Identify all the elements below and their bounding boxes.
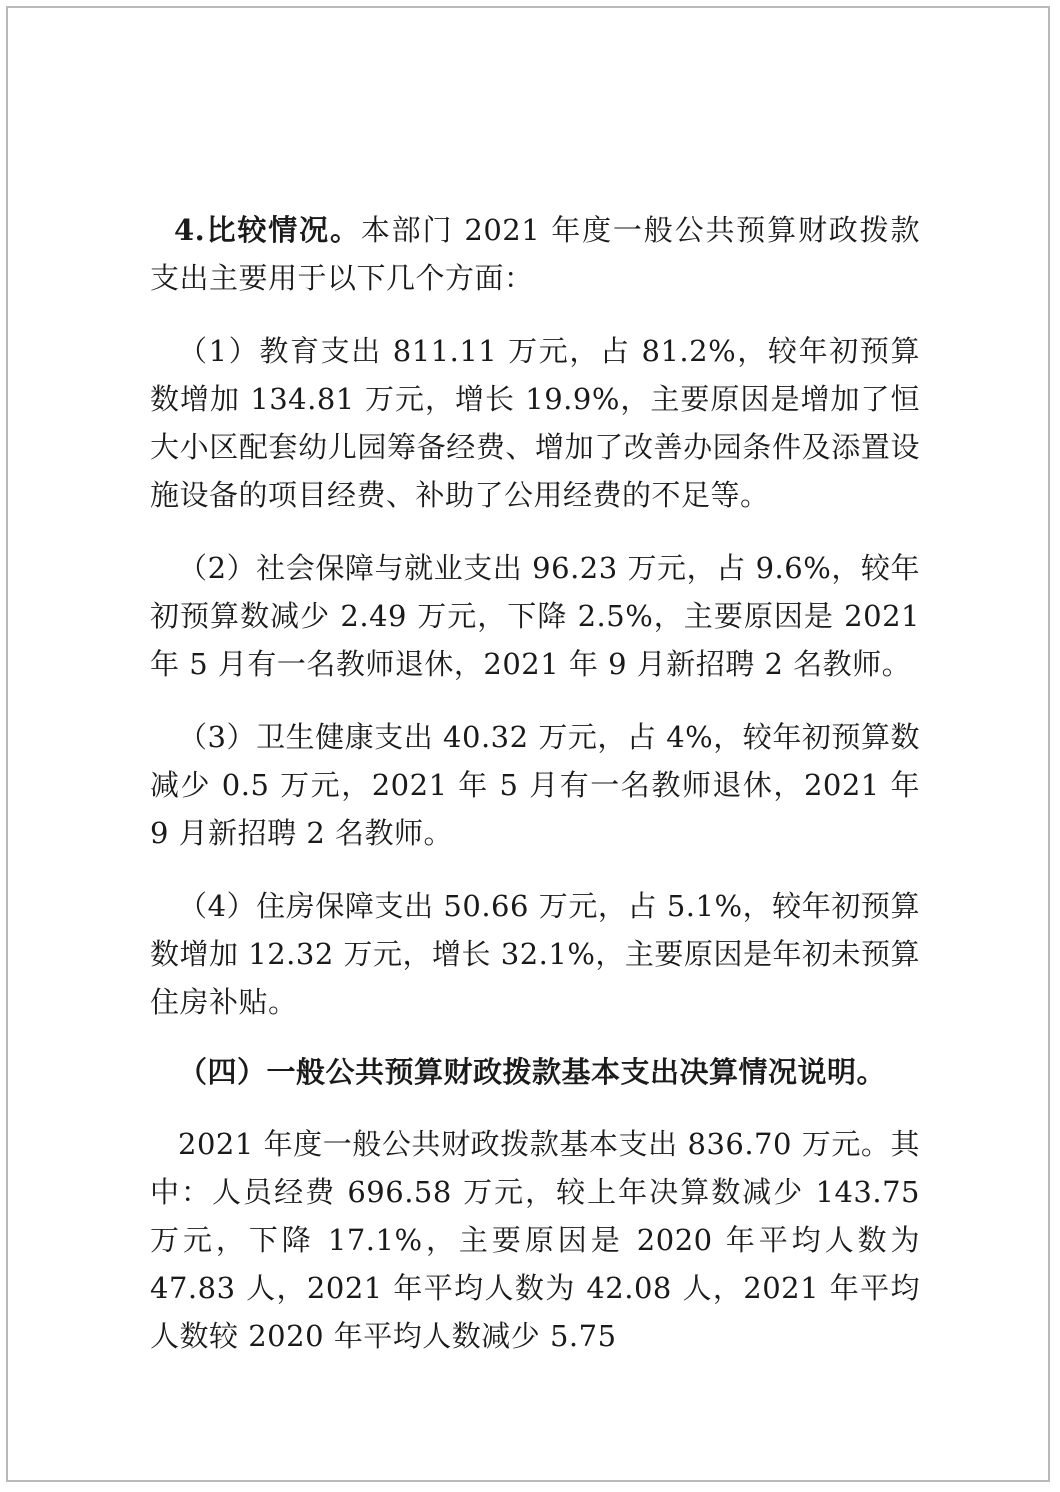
comparison-label: 4.比较情况。 <box>174 213 361 247</box>
basic-expense-paragraph: 2021 年度一般公共财政拨款基本支出 836.70 万元。其中：人员经费 696.58 万元，较上年决算数减少 143.75 万元，下降 17.1%，主要原因是 2020 年平均人数为 47.83 人，2021 年平均人数为 42.08 人，2021 年平均人数较 2020 年平均人数减少 5.75 <box>150 1127 920 1353</box>
housing-expense-paragraph: （4）住房保障支出 50.66 万元，占 5.1%，较年初预算数增加 12.32 万元，增长 32.1%，主要原因是年初未预算住房补贴。 <box>150 889 920 1019</box>
comparison-text: 本部门 2021 年度一般公共预算财政拨款支出主要用于以下几个方面： <box>150 213 920 295</box>
document-body <box>150 206 920 1360</box>
social-security-expense-paragraph: （2）社会保障与就业支出 96.23 万元，占 9.6%，较年初预算数减少 2.49 万元，下降 2.5%，主要原因是 2021 年 5 月有一名教师退休，2021 年 9 月新招聘 2 名教师。 <box>150 551 920 681</box>
health-expense-paragraph: （3）卫生健康支出 40.32 万元，占 4%，较年初预算数减少 0.5 万元，2021 年 5 月有一名教师退休，2021 年 9 月新招聘 2 名教师。 <box>150 720 920 850</box>
page-frame <box>6 6 1050 1482</box>
education-expense-paragraph: （1）教育支出 811.11 万元，占 81.2%，较年初预算数增加 134.81 万元，增长 19.9%，主要原因是增加了恒大小区配套幼儿园筹备经费、增加了改善办园条件及添置设施设备的项目经费、补助了公用经费的不足等。 <box>150 334 920 512</box>
comparison-paragraph <box>150 206 920 302</box>
section-heading: （四）一般公共预算财政拨款基本支出决算情况说明。 <box>178 1055 887 1089</box>
